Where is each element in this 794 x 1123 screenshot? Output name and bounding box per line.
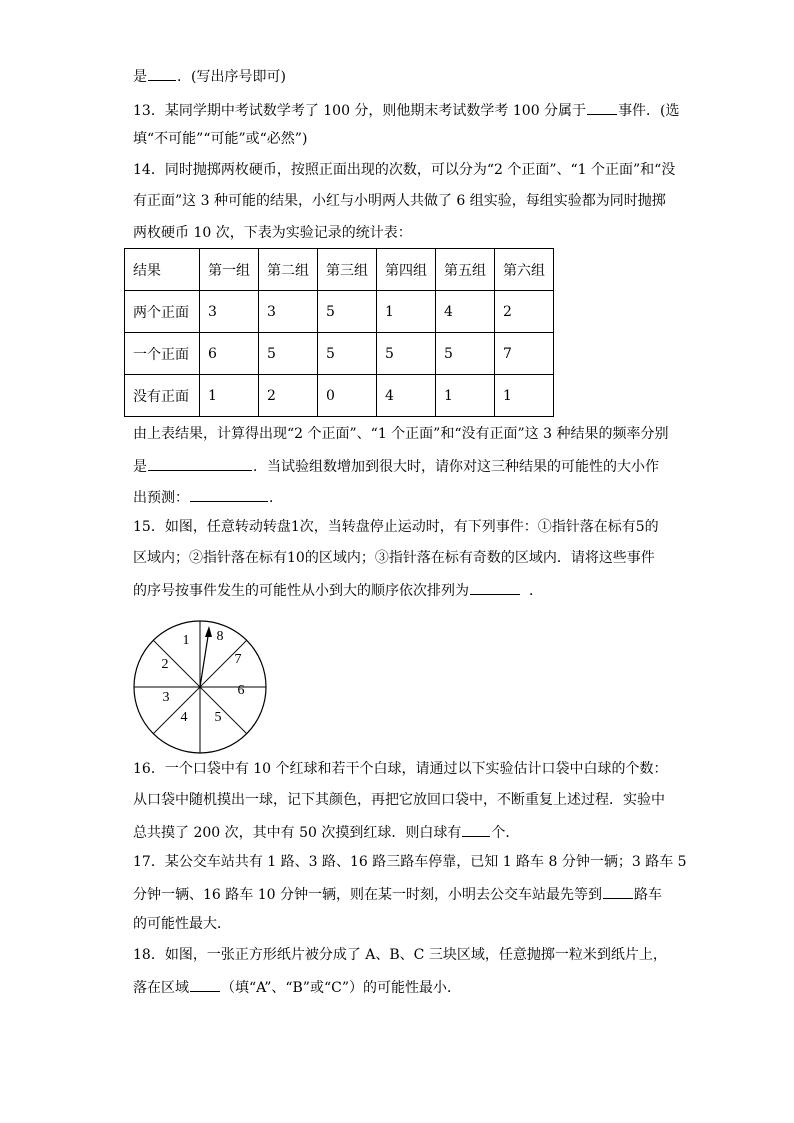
table-cell: 一个正面 <box>125 333 200 375</box>
q17-text-2b: 路车 <box>633 887 662 903</box>
wheel-label: 1 <box>182 633 190 649</box>
wheel-label: 5 <box>214 710 222 726</box>
wheel-label: 7 <box>234 652 242 668</box>
q16-answer-blank <box>462 822 490 837</box>
q13-text-1b: 事件．(选 <box>618 103 680 119</box>
table-header-cell: 第四组 <box>377 249 436 291</box>
q15-text-3a: 的序号按事件发生的可能性从小到大的顺序依次排列为 <box>133 583 469 599</box>
q14-frequency-blank <box>148 456 252 471</box>
table-cell: 两个正面 <box>125 291 200 333</box>
q13-line1 <box>133 100 680 120</box>
table-header-cell: 第三组 <box>318 249 377 291</box>
q12-tail-end: ．(写出序号即可) <box>177 69 286 85</box>
q17-text-2a: 分钟一辆、16 路车 10 分钟一辆，则在某一时刻，小明去公交车站最先等到 <box>133 887 602 903</box>
q18-answer-blank <box>190 977 220 992</box>
q16-line1: 16．一个口袋中有 10 个红球和若干个白球，请通过以下实验估计口袋中白球的个数： <box>133 761 668 777</box>
q16-text-3b: 个． <box>491 825 520 841</box>
q14-after-3a: 出预测： <box>133 490 189 506</box>
table-header-cell: 第二组 <box>259 249 318 291</box>
table-header-cell: 第五组 <box>436 249 495 291</box>
q17-line1: 17．某公交车站共有 1 路、3 路、16 路三路车停靠，已知 1 路车 8 分钟一辆；3 路车 5 <box>133 854 687 870</box>
q14-line1: 14．同时抛掷两枚硬币，按照正面出现的次数，可以分为“2 个正面”、“1 个正面”和“没 <box>133 162 676 178</box>
table-cell: 5 <box>377 333 436 375</box>
table-cell: 1 <box>436 375 495 417</box>
wheel-label: 8 <box>216 629 224 645</box>
wheel-label: 3 <box>162 690 170 706</box>
table-header-cell: 第六组 <box>495 249 554 291</box>
table-cell: 4 <box>436 291 495 333</box>
table-cell: 2 <box>495 291 554 333</box>
table-header-cell: 第一组 <box>200 249 259 291</box>
spinner-pointer <box>200 626 212 687</box>
q18-line2 <box>133 977 461 997</box>
q15-order-blank <box>470 580 520 595</box>
q14-after-line2 <box>133 456 659 476</box>
table-cell: 5 <box>436 333 495 375</box>
table-cell: 5 <box>318 333 377 375</box>
table-cell: 1 <box>377 291 436 333</box>
results-table <box>124 248 554 417</box>
table-cell: 2 <box>259 375 318 417</box>
q18-text-2b: （填“A”、“B”或“C”）的可能性最小． <box>221 980 461 996</box>
q12-answer-blank <box>148 66 176 81</box>
q16-line2: 从口袋中随机摸出一球，记下其颜色，再把它放回口袋中，不断重复上述过程．实验中 <box>133 792 665 808</box>
q13-line2: 填“不可能”“可能”或“必然”) <box>133 131 308 147</box>
wheel-label: 4 <box>180 710 188 726</box>
spinner-wheel-figure <box>130 617 270 757</box>
q14-after-3b: ． <box>269 490 283 506</box>
q15-line2: 区域内；②指针落在标有10的区域内；③指针落在标有奇数的区域内．请将这些事件 <box>133 550 655 566</box>
table-row <box>125 375 554 417</box>
table-row <box>125 333 554 375</box>
q15-line1: 15．如图，任意转动转盘1次，当转盘停止运动时，有下列事件：①指针落在标有5的 <box>133 519 659 535</box>
q14-after-line3 <box>133 487 283 507</box>
table-cell: 1 <box>200 375 259 417</box>
q17-answer-blank <box>603 884 633 899</box>
table-cell: 1 <box>495 375 554 417</box>
q13-text-1a: 13．某同学期中考试数学考了 100 分，则他期末考试数学考 100 分属于 <box>133 103 587 119</box>
table-cell: 6 <box>200 333 259 375</box>
table-cell: 5 <box>259 333 318 375</box>
table-cell: 5 <box>318 291 377 333</box>
table-header-row <box>125 249 554 291</box>
wheel-label: 2 <box>161 657 169 673</box>
table-cell: 没有正面 <box>125 375 200 417</box>
table-cell: 0 <box>318 375 377 417</box>
table-cell: 3 <box>200 291 259 333</box>
q15-text-3b: ． <box>529 583 543 599</box>
q14-prediction-blank <box>190 487 268 502</box>
q14-after-line1: 由上表结果，计算得出现“2 个正面”、“1 个正面”和“没有正面”这 3 种结果的频率分别 <box>133 426 669 442</box>
wheel-label: 6 <box>237 683 245 699</box>
q15-line3 <box>133 580 543 600</box>
q14-line3: 两枚硬币 10 次，下表为实验记录的统计表： <box>133 225 412 241</box>
table-cell: 7 <box>495 333 554 375</box>
table-cell: 4 <box>377 375 436 417</box>
q14-line2: 有正面”这 3 种可能的结果，小红与小明两人共做了 6 组实验，每组实验都为同时抛掷 <box>133 193 666 209</box>
q17-line2 <box>133 884 662 904</box>
table-row <box>125 291 554 333</box>
q13-answer-blank <box>587 100 617 115</box>
table-cell: 3 <box>259 291 318 333</box>
q14-after-2a: 是 <box>133 459 147 475</box>
q16-text-3a: 总共摸了 200 次，其中有 50 次摸到红球．则白球有 <box>133 825 462 841</box>
q18-line1: 18．如图，一张正方形纸片被分成了 A、B、C 三块区域，任意抛掷一粒米到纸片上， <box>133 947 667 963</box>
q16-line3 <box>133 822 519 842</box>
q17-line3: 的可能性最大． <box>133 916 231 932</box>
q12-tail-line <box>133 66 286 86</box>
q12-tail-start: 是 <box>133 69 147 85</box>
q14-after-2b: ．当试验组数增加到很大时，请你对这三种结果的可能性的大小作 <box>253 459 659 475</box>
q18-text-2a: 落在区域 <box>133 980 189 996</box>
table-header-cell: 结果 <box>125 249 200 291</box>
